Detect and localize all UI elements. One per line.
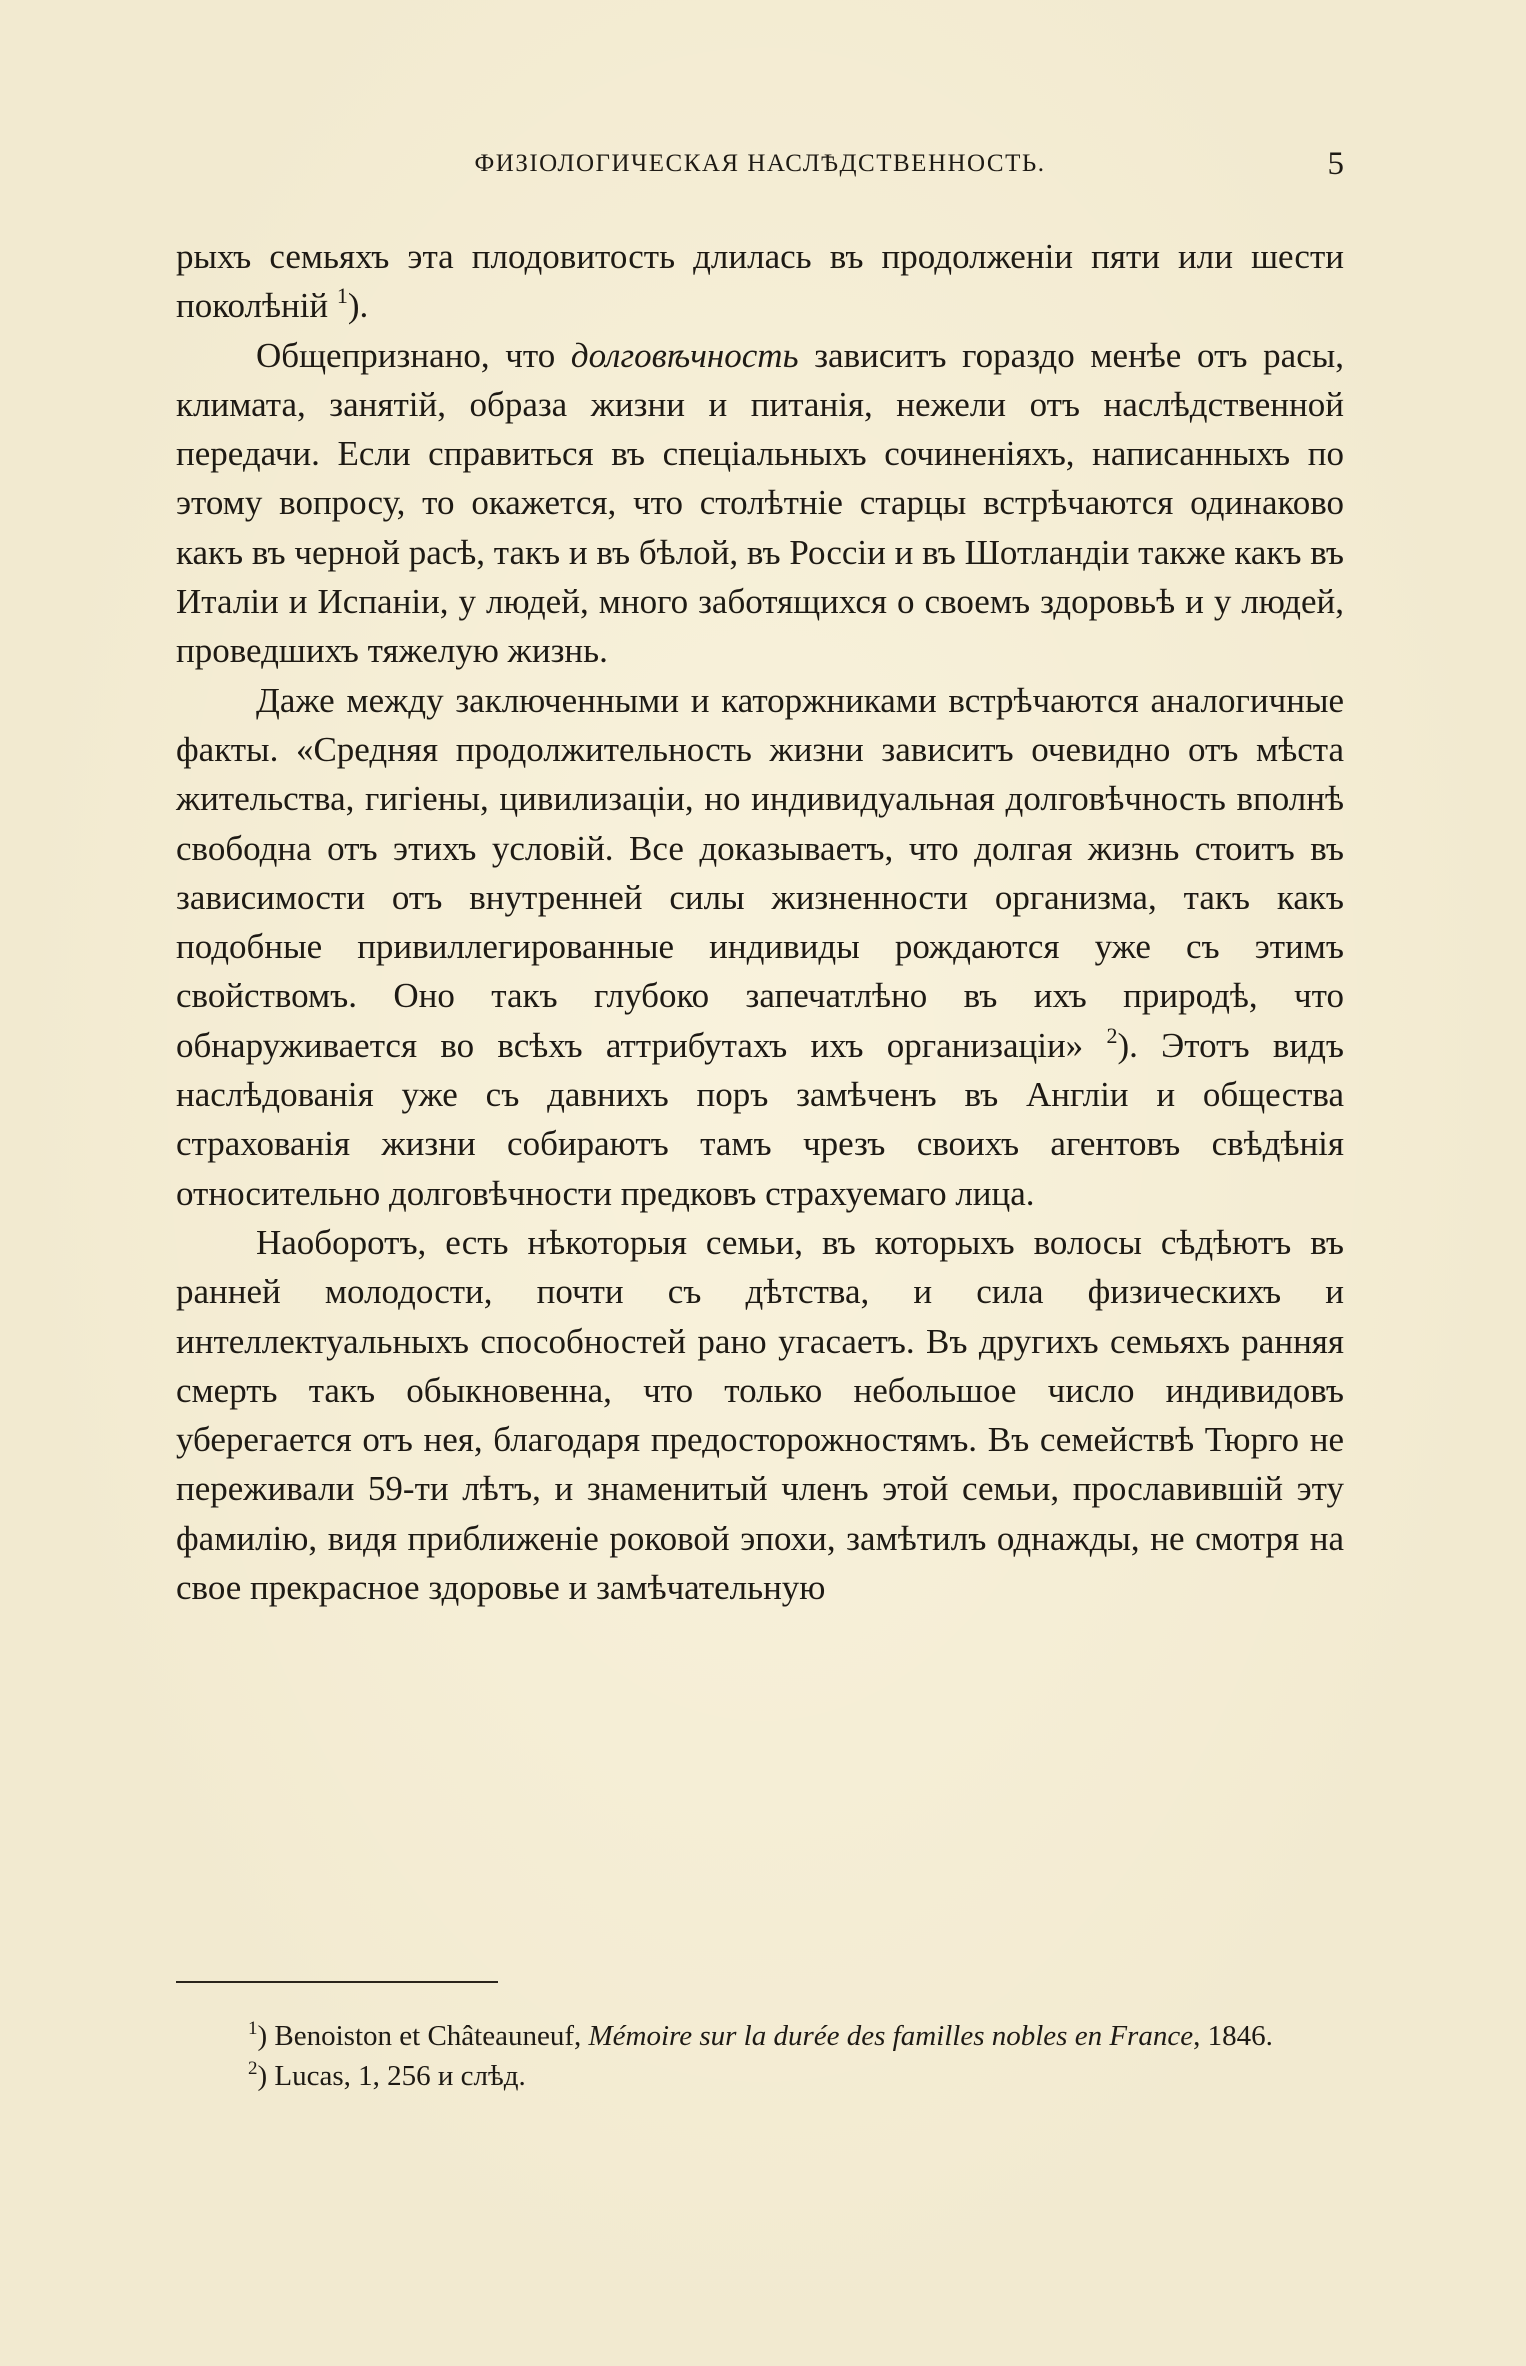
footnote-ref: 1 <box>336 283 348 309</box>
footnote-2 <box>176 2056 1344 2096</box>
footnote-divider <box>176 1981 498 1983</box>
footnote-ref: 2 <box>1106 1022 1118 1048</box>
body-text <box>176 232 1344 1612</box>
paragraph-text: Общепризнано, что <box>256 335 571 375</box>
footnote-text: ) Benoiston et Châteauneuf, <box>257 2020 589 2052</box>
page-number: 5 <box>1327 146 1344 182</box>
footnote-1 <box>176 2016 1344 2056</box>
paragraph-text: рыхъ семьяхъ эта плодовитость длилась въ продолженіи пяти или шести поколѣній <box>176 237 1344 326</box>
paragraph-text: Даже между заключенными и каторжниками встрѣчаются аналогичные факты. «Средняя продолжительность жизни зависитъ очевидно отъ мѣста жительства, гигіены, цивилизаціи, но индивидуальная долговѣчность вполнѣ свободна отъ этихъ условій. Все доказываетъ, что долгая жизнь стоитъ въ зависимости отъ внутренней силы жизненности организма, такъ какъ подобные привиллегированные индивиды рождаются уже съ этимъ свойствомъ. Оно такъ глубоко запечатлѣно въ ихъ природѣ, что обнаруживается во всѣхъ аттрибутахъ ихъ организаціи» <box>176 680 1344 1065</box>
paragraph-text: Наоборотъ, есть нѣкоторыя семьи, въ которыхъ волосы сѣдѣютъ въ ранней молодости, почти съ дѣтства, и сила физическихъ и интеллектуальныхъ способностей рано угасаетъ. Въ другихъ семьяхъ ранняя смерть такъ обыкновенна, что только небольшое число индивидовъ уберегается отъ нея, благодаря предосторожностямъ. Въ семействѣ Тюрго не переживали 59-ти лѣтъ, и знаменитый членъ этой семьи, прославившій эту фамилію, видя приближеніе роковой эпохи, замѣтилъ однажды, не смотря на свое прекрасное здоровье и замѣчательную <box>176 1222 1344 1608</box>
footnote-text: , 1846. <box>1193 2020 1273 2052</box>
paragraph-continuation <box>176 232 1344 331</box>
paragraph-prisoners <box>176 676 1344 1218</box>
emphasized-term: долговѣчность <box>570 335 799 375</box>
footnote-mark: 2 <box>248 2058 258 2079</box>
paragraph-text: ). Этотъ видъ наслѣдованія уже съ давнихъ поръ замѣченъ въ Англіи и общества страхованія жизни собираютъ тамъ чрезъ своихъ агентовъ свѣдѣнія относительно долговѣчности предковъ страхуемаго лица. <box>176 1025 1345 1213</box>
footnote-mark: 1 <box>248 2018 258 2039</box>
running-title: ФИЗІОЛОГИЧЕСКАЯ НАСЛѢДСТВЕННОСТЬ. <box>474 150 1046 177</box>
footnote-text: ) Lucas, 1, 256 и слѣд. <box>257 2060 526 2092</box>
paragraph-longevity <box>176 331 1344 676</box>
paragraph-text: ). <box>347 286 369 326</box>
footnote-title: Mémoire sur la durée des familles nobles en France <box>588 2020 1194 2052</box>
footnotes <box>176 2016 1344 2096</box>
running-head <box>176 146 1344 190</box>
paragraph-early-death <box>176 1218 1344 1612</box>
paragraph-text: зависитъ гораздо менѣе отъ расы, климата, занятій, образа жизни и питанія, нежели отъ наслѣдственной передачи. Если справиться въ спеціальныхъ сочиненіяхъ, написанныхъ по этому вопросу, то окажется, что столѣтніе старцы встрѣчаются одинаково какъ въ черной расѣ, такъ и въ бѣлой, въ Россіи и въ Шотландіи также какъ въ Италіи и Испаніи, у людей, много заботящихся о своемъ здоровьѣ и у людей, проведшихъ тяжелую жизнь. <box>176 335 1345 671</box>
